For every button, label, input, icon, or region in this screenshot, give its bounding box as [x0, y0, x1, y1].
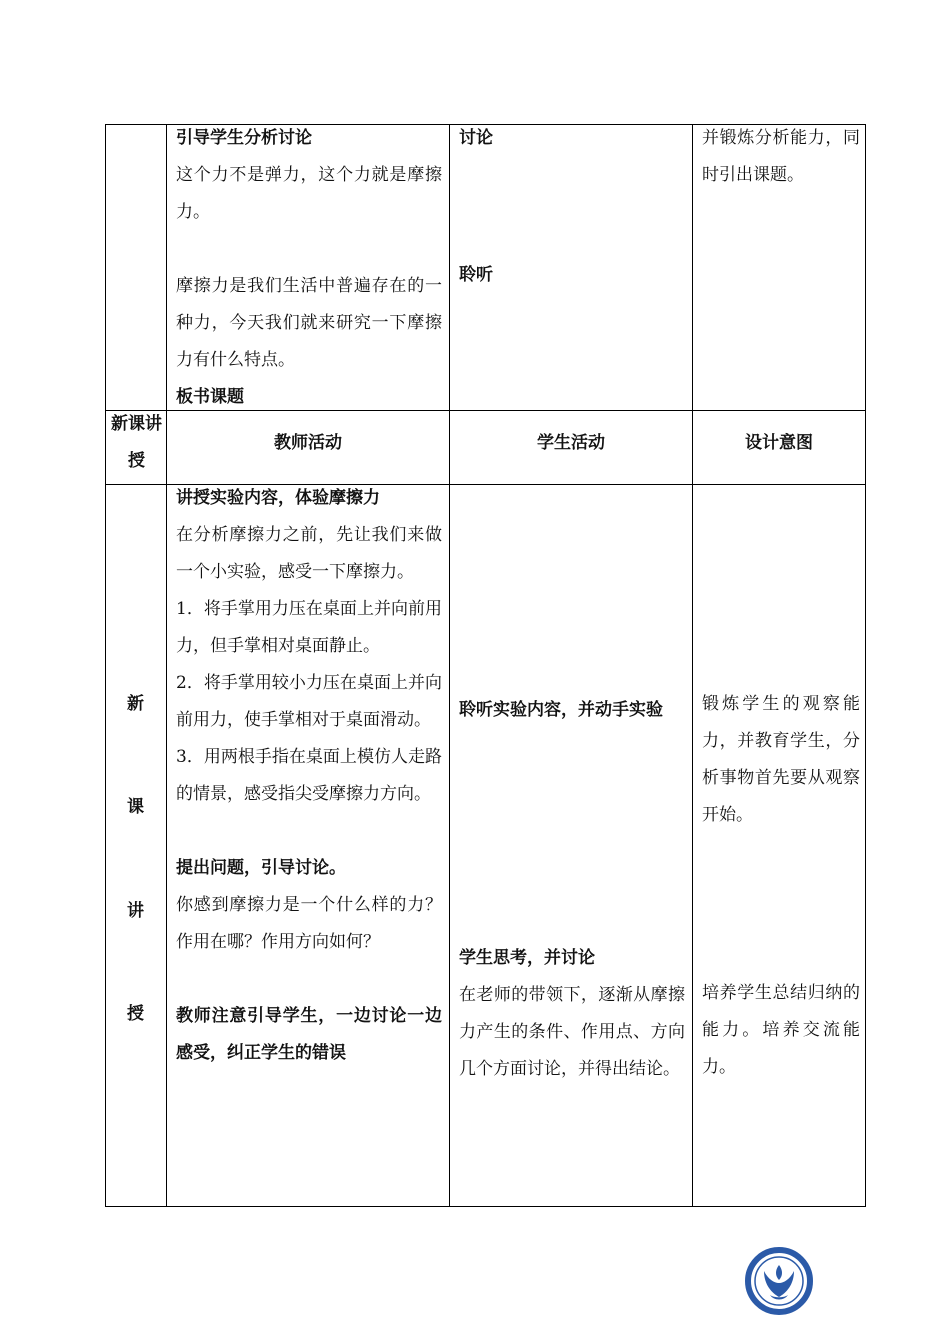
teacher-paragraph: 3．用两根手指在桌面上模仿人走路的情景，感受指尖受摩擦力方向。 — [176, 747, 442, 804]
teacher-paragraph: 你感到摩擦力是一个什么样的力？作用在哪？作用方向如何？ — [176, 895, 442, 952]
table-border-left — [105, 124, 106, 1207]
teacher-paragraph: 2．将手掌用较小力压在桌面上并向前用力，使手掌相对于桌面滑动。 — [176, 673, 442, 730]
column-divider-3 — [692, 124, 693, 1207]
teacher-paragraph: 引导学生分析讨论 — [176, 128, 312, 148]
section-char: 课 — [127, 797, 144, 817]
table-border-bottom — [105, 1206, 866, 1207]
student-paragraph: 在老师的带领下，逐渐从摩擦力产生的条件、作用点、方向几个方面讨论，并得出结论。 — [459, 985, 685, 1079]
continuation-teacher-cell — [176, 120, 442, 416]
teacher-paragraph: 这个力不是弹力，这个力就是摩擦力。 — [176, 165, 442, 222]
header-design-intent: 设计意图 — [745, 433, 813, 453]
section-char: 新 — [127, 694, 144, 714]
blank-line — [176, 961, 442, 998]
body-design-summarize: 培养学生总结归纳的能力。培养交流能力。 — [702, 983, 860, 1077]
table-border-right — [865, 124, 866, 1207]
body-student-discussion — [459, 940, 685, 1088]
body-teacher-cell — [176, 480, 442, 1072]
continuation-student-discuss: 讨论 — [459, 128, 493, 148]
header-section: 新课讲授 — [111, 414, 162, 471]
teacher-paragraph: 在分析摩擦力之前，先让我们来做一个小实验，感受一下摩擦力。 — [176, 525, 442, 582]
teacher-paragraph: 板书课题 — [176, 387, 244, 407]
teacher-paragraph: 讲授实验内容，体验摩擦力 — [176, 488, 380, 508]
body-design-observe: 锻炼学生的观察能力，并教育学生，分析事物首先要从观察开始。 — [702, 694, 860, 825]
continuation-design-cell: 并锻炼分析能力，同时引出课题。 — [702, 128, 860, 185]
header-teacher-activity: 教师活动 — [274, 433, 342, 453]
continuation-student-listen: 聆听 — [459, 265, 493, 285]
column-divider-2 — [449, 124, 450, 1207]
section-char: 讲 — [127, 901, 144, 921]
teacher-paragraph: 提出问题，引导讨论。 — [176, 858, 346, 878]
teacher-paragraph: 教师注意引导学生，一边讨论一边感受，纠正学生的错误 — [176, 1006, 442, 1063]
header-student-activity: 学生活动 — [537, 433, 605, 453]
teacher-paragraph: 摩擦力是我们生活中普遍存在的一种力，今天我们就来研究一下摩擦力有什么特点。 — [176, 276, 442, 370]
column-divider-1 — [166, 124, 167, 1207]
school-emblem-icon — [744, 1245, 814, 1317]
blank-line — [176, 813, 442, 850]
blank-line — [176, 231, 442, 268]
student-paragraph: 学生思考，并讨论 — [459, 948, 595, 968]
body-student-experiment: 聆听实验内容，并动手实验 — [459, 700, 663, 720]
section-char: 授 — [127, 1004, 144, 1024]
teacher-paragraph: 1．将手掌用力压在桌面上并向前用力，但手掌相对桌面静止。 — [176, 599, 442, 656]
